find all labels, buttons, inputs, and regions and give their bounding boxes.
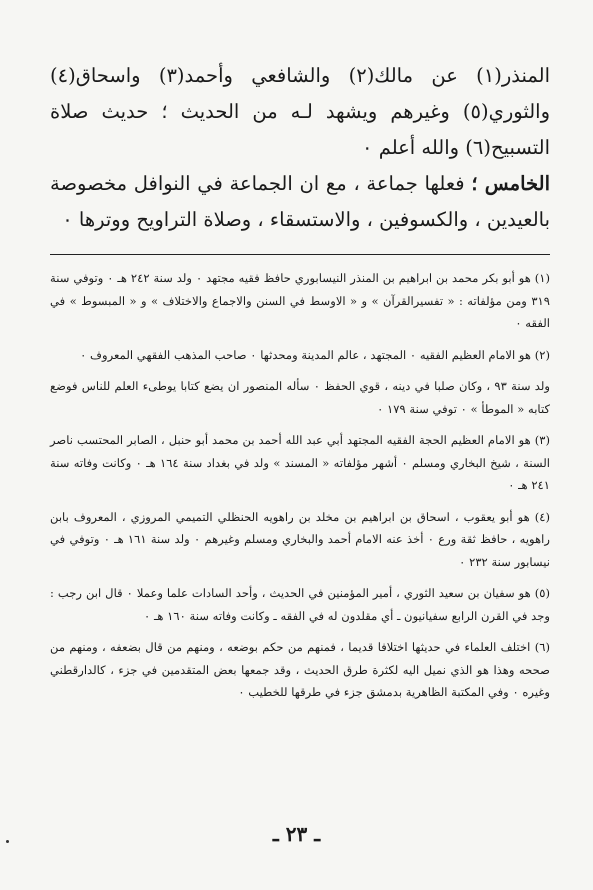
footnote-divider [50, 254, 550, 255]
main-text [50, 58, 550, 238]
footnote: (٥) هو سفيان بن سعيد الثوري ، أمير المؤمنين في الحديث ، وأحد السادات علما وعملا ٠ قال ابن رجب : وجد في القرن الرابع سفيانيون ـ أي مقلدون له في الفقه ـ وكانت وفاته سنة ١٦٠ هـ ٠ [50, 586, 550, 623]
footnote: (٦) اختلف العلماء في حديثها اختلافا قديما ، فمنهم من حكم بوضعه ، ومنهم من قال بضعفه ، ومنهم من صححه وهذا هو الذي نميل اليه لكثرة طرق الحديث ، وقد جمعها بعض المتقدمين في جزء ، كالدارقطني وغيره ٠ وفي المكتبة الظاهرية بدمشق جزء في طرقها للخطيب ٠ [50, 640, 550, 699]
footnote: ولد سنة ٩٣ ، وكان صلبا في دينه ، قوي الحفظ ٠ سأله المنصور ان يضع كتابا يوطىء العلم للناس فوضع كتابه « الموطأ » ٠ توفي سنة ١٧٩ ٠ [50, 379, 550, 416]
main-paragraph [50, 166, 550, 238]
footnote: (٢) هو الامام العظيم الفقيه ٠ المجتهد ، عالم المدينة ومحدثها ٠ صاحب المذهب الفقهي المعروف ٠ [80, 347, 550, 362]
main-paragraph: المنذر(١) عن مالك(٢) والشافعي وأحمد(٣) واسحاق(٤) والثوري(٥) وغيرهم ويشهد لـه من الحديث ؛ حديث صلاة التسبيح(٦) والله أعلم ٠ [50, 64, 551, 159]
footnotes [50, 267, 550, 704]
footnote: (٤) هو أبو يعقوب ، اسحاق بن ابراهيم بن مخلد بن راهويه الحنظلي التميمي المروزي ، المعروف بابن راهويه ، حافظ ثقة ورع ٠ أخذ عنه الامام أحمد والبخاري ومسلم وغيرهم ٠ ولد سنة ١٦١ هـ ٠ وتوفي في نيسابور سنة ٢٣٢ ٠ [50, 509, 550, 569]
section-label: الخامس ؛ [471, 172, 550, 195]
page-number: ـ ٢٣ ـ [272, 822, 321, 846]
footnote: (١) هو أبو بكر محمد بن ابراهيم بن المنذر النيسابوري حافظ فقيه مجتهد ٠ ولد سنة ٢٤٢ هـ ٠ وتوفي سنة ٣١٩ ومن مؤلفاته : « تفسيرالقرآن » و « الاوسط في السنن والاجماع والاختلاف » و « المبسوط » في الفقه ٠ [50, 271, 551, 330]
paragraph-text: فعلها جماعة ، مع ان الجماعة في النوافل مخصوصة بالعيدين ، والكسوفين ، والاستسقاء ، وصلاة التراويح ووترها ٠ [50, 172, 550, 231]
footnote: (٣) هو الامام العظيم الحجة الفقيه المجتهد أبي عبد الله أحمد بن محمد أبو حنبل ، الصابر المحتسب ناصر السنة ، شيخ البخاري ومسلم ٠ أشهر مؤلفاته « المسند » ولد في بغداد سنة ١٦٤ هـ ٠ وكانت وفاته سنة ٢٤١ هـ ٠ [50, 433, 550, 492]
page-body [50, 58, 550, 713]
scan-mark [6, 840, 9, 843]
